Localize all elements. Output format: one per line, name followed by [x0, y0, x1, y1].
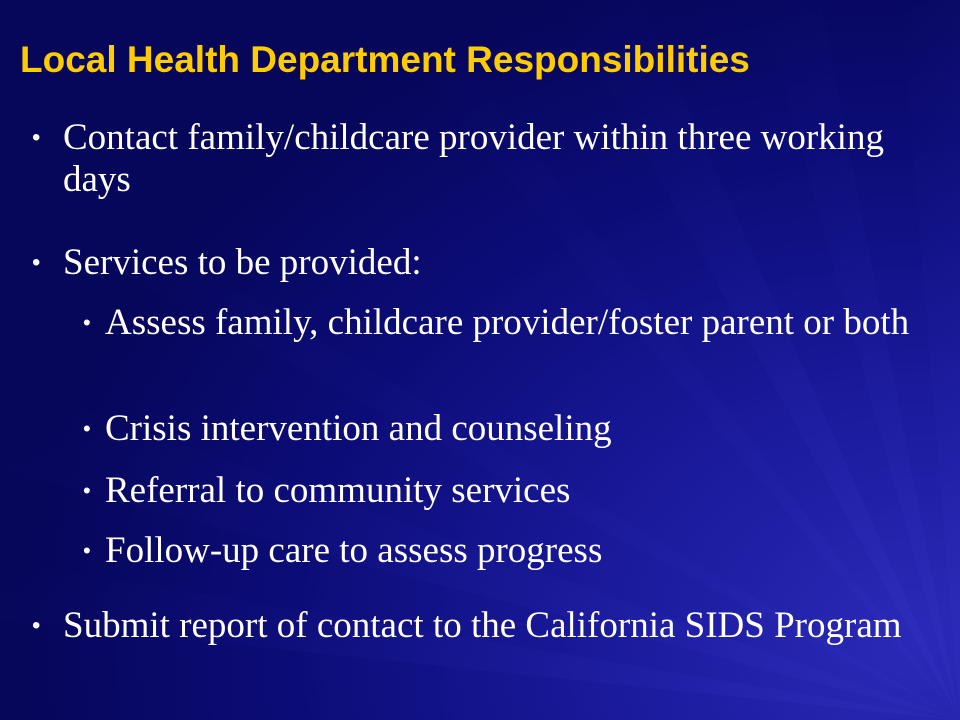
- bullet-item: [32, 605, 932, 647]
- bullet-dot-icon: •: [32, 249, 41, 276]
- bullet-dot-icon: •: [32, 612, 41, 639]
- sub-bullet-item: [83, 530, 943, 572]
- sub-bullet-text: Referral to community services: [105, 470, 571, 511]
- sub-bullet-text: Crisis intervention and counseling: [105, 408, 612, 449]
- sub-bullet-dot-icon: •: [83, 478, 91, 503]
- bullet-item: [32, 117, 932, 201]
- bullet-dot-icon: •: [32, 124, 41, 151]
- bullet-text: Submit report of contact to the California SIDS Program: [63, 605, 902, 646]
- sub-bullet-item: [83, 408, 943, 450]
- bullet-text: Services to be provided:: [63, 242, 422, 283]
- bullet-text: Contact family/childcare provider within three working days: [63, 117, 884, 200]
- sub-bullet-dot-icon: •: [83, 538, 91, 563]
- sub-bullet-dot-icon: •: [83, 416, 91, 441]
- sub-bullet-item: [83, 470, 943, 512]
- bullet-item: [32, 242, 932, 284]
- slide-title: Local Health Department Responsibilities: [20, 39, 750, 80]
- sub-bullet-dot-icon: •: [83, 310, 91, 335]
- sub-bullet-item: [83, 302, 943, 344]
- sub-bullet-text: Follow-up care to assess progress: [105, 530, 603, 571]
- sub-bullet-text: Assess family, childcare provider/foster parent or both: [105, 302, 910, 343]
